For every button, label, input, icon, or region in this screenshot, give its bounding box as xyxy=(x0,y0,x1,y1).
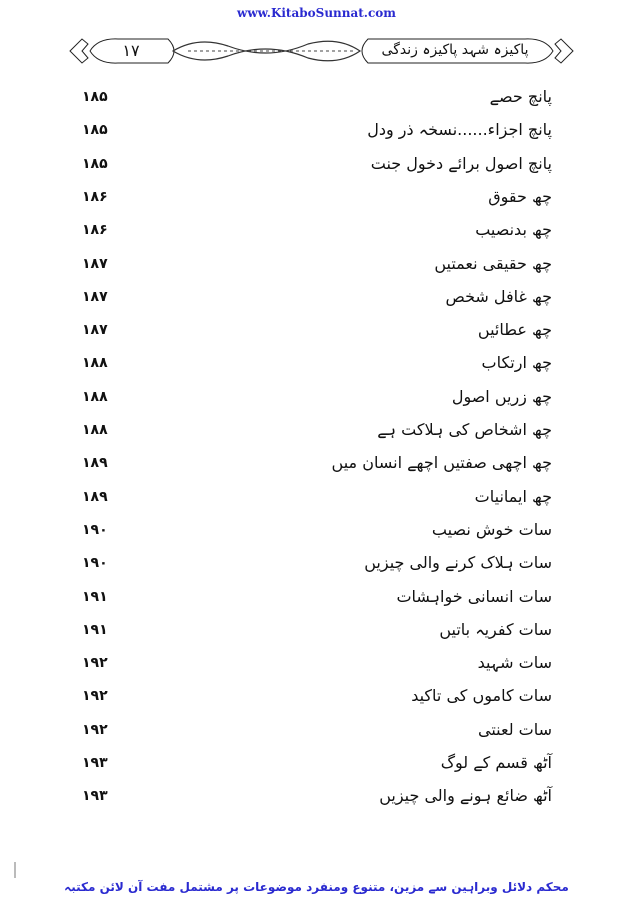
toc-entry-title: چھ اشخاص کی ہلاکت ہے xyxy=(377,420,552,439)
toc-entry xyxy=(70,87,552,115)
toc-entry-title: چھ حقوق xyxy=(488,186,552,206)
toc-entry-title: سات انسانی خواہشات xyxy=(396,586,552,606)
toc-entry-title: چھ ارتکاب xyxy=(481,353,552,373)
toc-entry-title: آٹھ ضائع ہونے والی چیزیں xyxy=(379,786,552,806)
book-title: پاکیزہ شہد پاکیزہ زندگی xyxy=(381,42,529,58)
toc-entry xyxy=(70,154,552,182)
toc-entry-title: سات شہید xyxy=(477,653,552,673)
toc-entry-page: ۱۸۸ xyxy=(82,388,108,405)
toc-entry-title: سات لعنتی xyxy=(477,719,552,739)
toc-entry-title: چھ ایمانیات xyxy=(474,486,552,506)
toc-entry-page: ۱۹۲ xyxy=(82,655,108,672)
toc-entry xyxy=(70,254,552,282)
toc-entry-page: ۱۸۸ xyxy=(82,355,108,372)
scan-mark xyxy=(14,862,16,878)
toc-entry xyxy=(70,187,552,215)
toc-entry-page: ۱۸۷ xyxy=(82,288,108,305)
toc-entry xyxy=(70,387,552,415)
toc-entry xyxy=(70,320,552,348)
toc-entry-title: پانچ حصے xyxy=(489,87,552,106)
toc-entry xyxy=(70,653,552,681)
page-number: ۱۷ xyxy=(122,41,140,60)
toc-entry-page: ۱۹۰ xyxy=(82,555,108,572)
toc-entry xyxy=(70,720,552,748)
toc-entry-page: ۱۹۳ xyxy=(82,788,108,805)
page-header-ornament xyxy=(68,36,575,66)
toc-entry-title: چھ حقیقی نعمتیں xyxy=(434,253,552,273)
toc-entry-page: ۱۹۲ xyxy=(82,721,108,738)
site-url[interactable]: www.KitaboSunnat.com xyxy=(236,6,396,20)
toc-entry-page: ۱۸۹ xyxy=(82,455,108,472)
toc-entry-page: ۱۸۵ xyxy=(82,89,108,105)
toc-entry xyxy=(70,520,552,548)
toc-entry-title: سات کفریہ باتیں xyxy=(439,619,552,639)
toc-entry-page: ۱۸۷ xyxy=(82,255,108,272)
toc-entry xyxy=(70,587,552,615)
toc-entry-title: چھ اچھی صفتیں اچھے انسان میں xyxy=(331,453,552,473)
toc-entry xyxy=(70,686,552,714)
toc-entry xyxy=(70,753,552,781)
toc-entry xyxy=(70,553,552,581)
toc-entry xyxy=(70,120,552,148)
toc-entry-title: سات ہلاک کرنے والی چیزیں xyxy=(364,553,552,573)
toc-entry-title: سات کاموں کی تاکید xyxy=(411,686,552,706)
toc-entry-page: ۱۹۰ xyxy=(82,521,108,538)
toc-entry-page: ۱۹۳ xyxy=(82,755,108,771)
toc-entry xyxy=(70,487,552,515)
toc-entry-page: ۱۹۲ xyxy=(82,688,108,705)
toc-entry-title: پانچ اجزاء......نسخہ ذر ودل xyxy=(367,120,552,140)
toc-entry-page: ۱۹۱ xyxy=(82,621,108,638)
toc-entry-page: ۱۸۸ xyxy=(82,422,108,438)
toc-entry-page: ۱۸۵ xyxy=(82,122,108,139)
toc-entry-title: چھ غافل شخص xyxy=(445,286,552,306)
toc-entry xyxy=(70,287,552,315)
toc-entry xyxy=(70,453,552,481)
toc-entry xyxy=(70,420,552,448)
toc-entry xyxy=(70,220,552,248)
toc-entry-page: ۱۸۷ xyxy=(82,322,108,339)
toc-entry-title: پانچ اصول برائے دخول جنت xyxy=(370,153,552,173)
toc-entry-page: ۱۸۶ xyxy=(82,222,108,239)
toc-entry xyxy=(70,353,552,381)
toc-entry-title: آٹھ قسم کے لوگ xyxy=(440,753,552,772)
toc-entry-page: ۱۸۹ xyxy=(82,488,108,505)
toc-entry-title: چھ بدنصیب xyxy=(475,220,552,240)
toc-entry-page: ۱۹۱ xyxy=(82,588,108,605)
toc-entry-title: سات خوش نصیب xyxy=(431,519,552,539)
toc-entry-page: ۱۸۵ xyxy=(82,155,108,172)
toc-entry xyxy=(70,786,552,814)
toc-entry-title: چھ عطائیں xyxy=(477,320,552,340)
toc-entry xyxy=(70,620,552,648)
footer-text: محکم دلائل وبراہین سے مزین، متنوع ومنفرد موضوعات پر مشتمل مفت آن لائن مکتبہ xyxy=(64,880,569,894)
toc-entry-title: چھ زریں اصول xyxy=(451,386,552,406)
toc-entry-page: ۱۸۶ xyxy=(82,188,108,205)
